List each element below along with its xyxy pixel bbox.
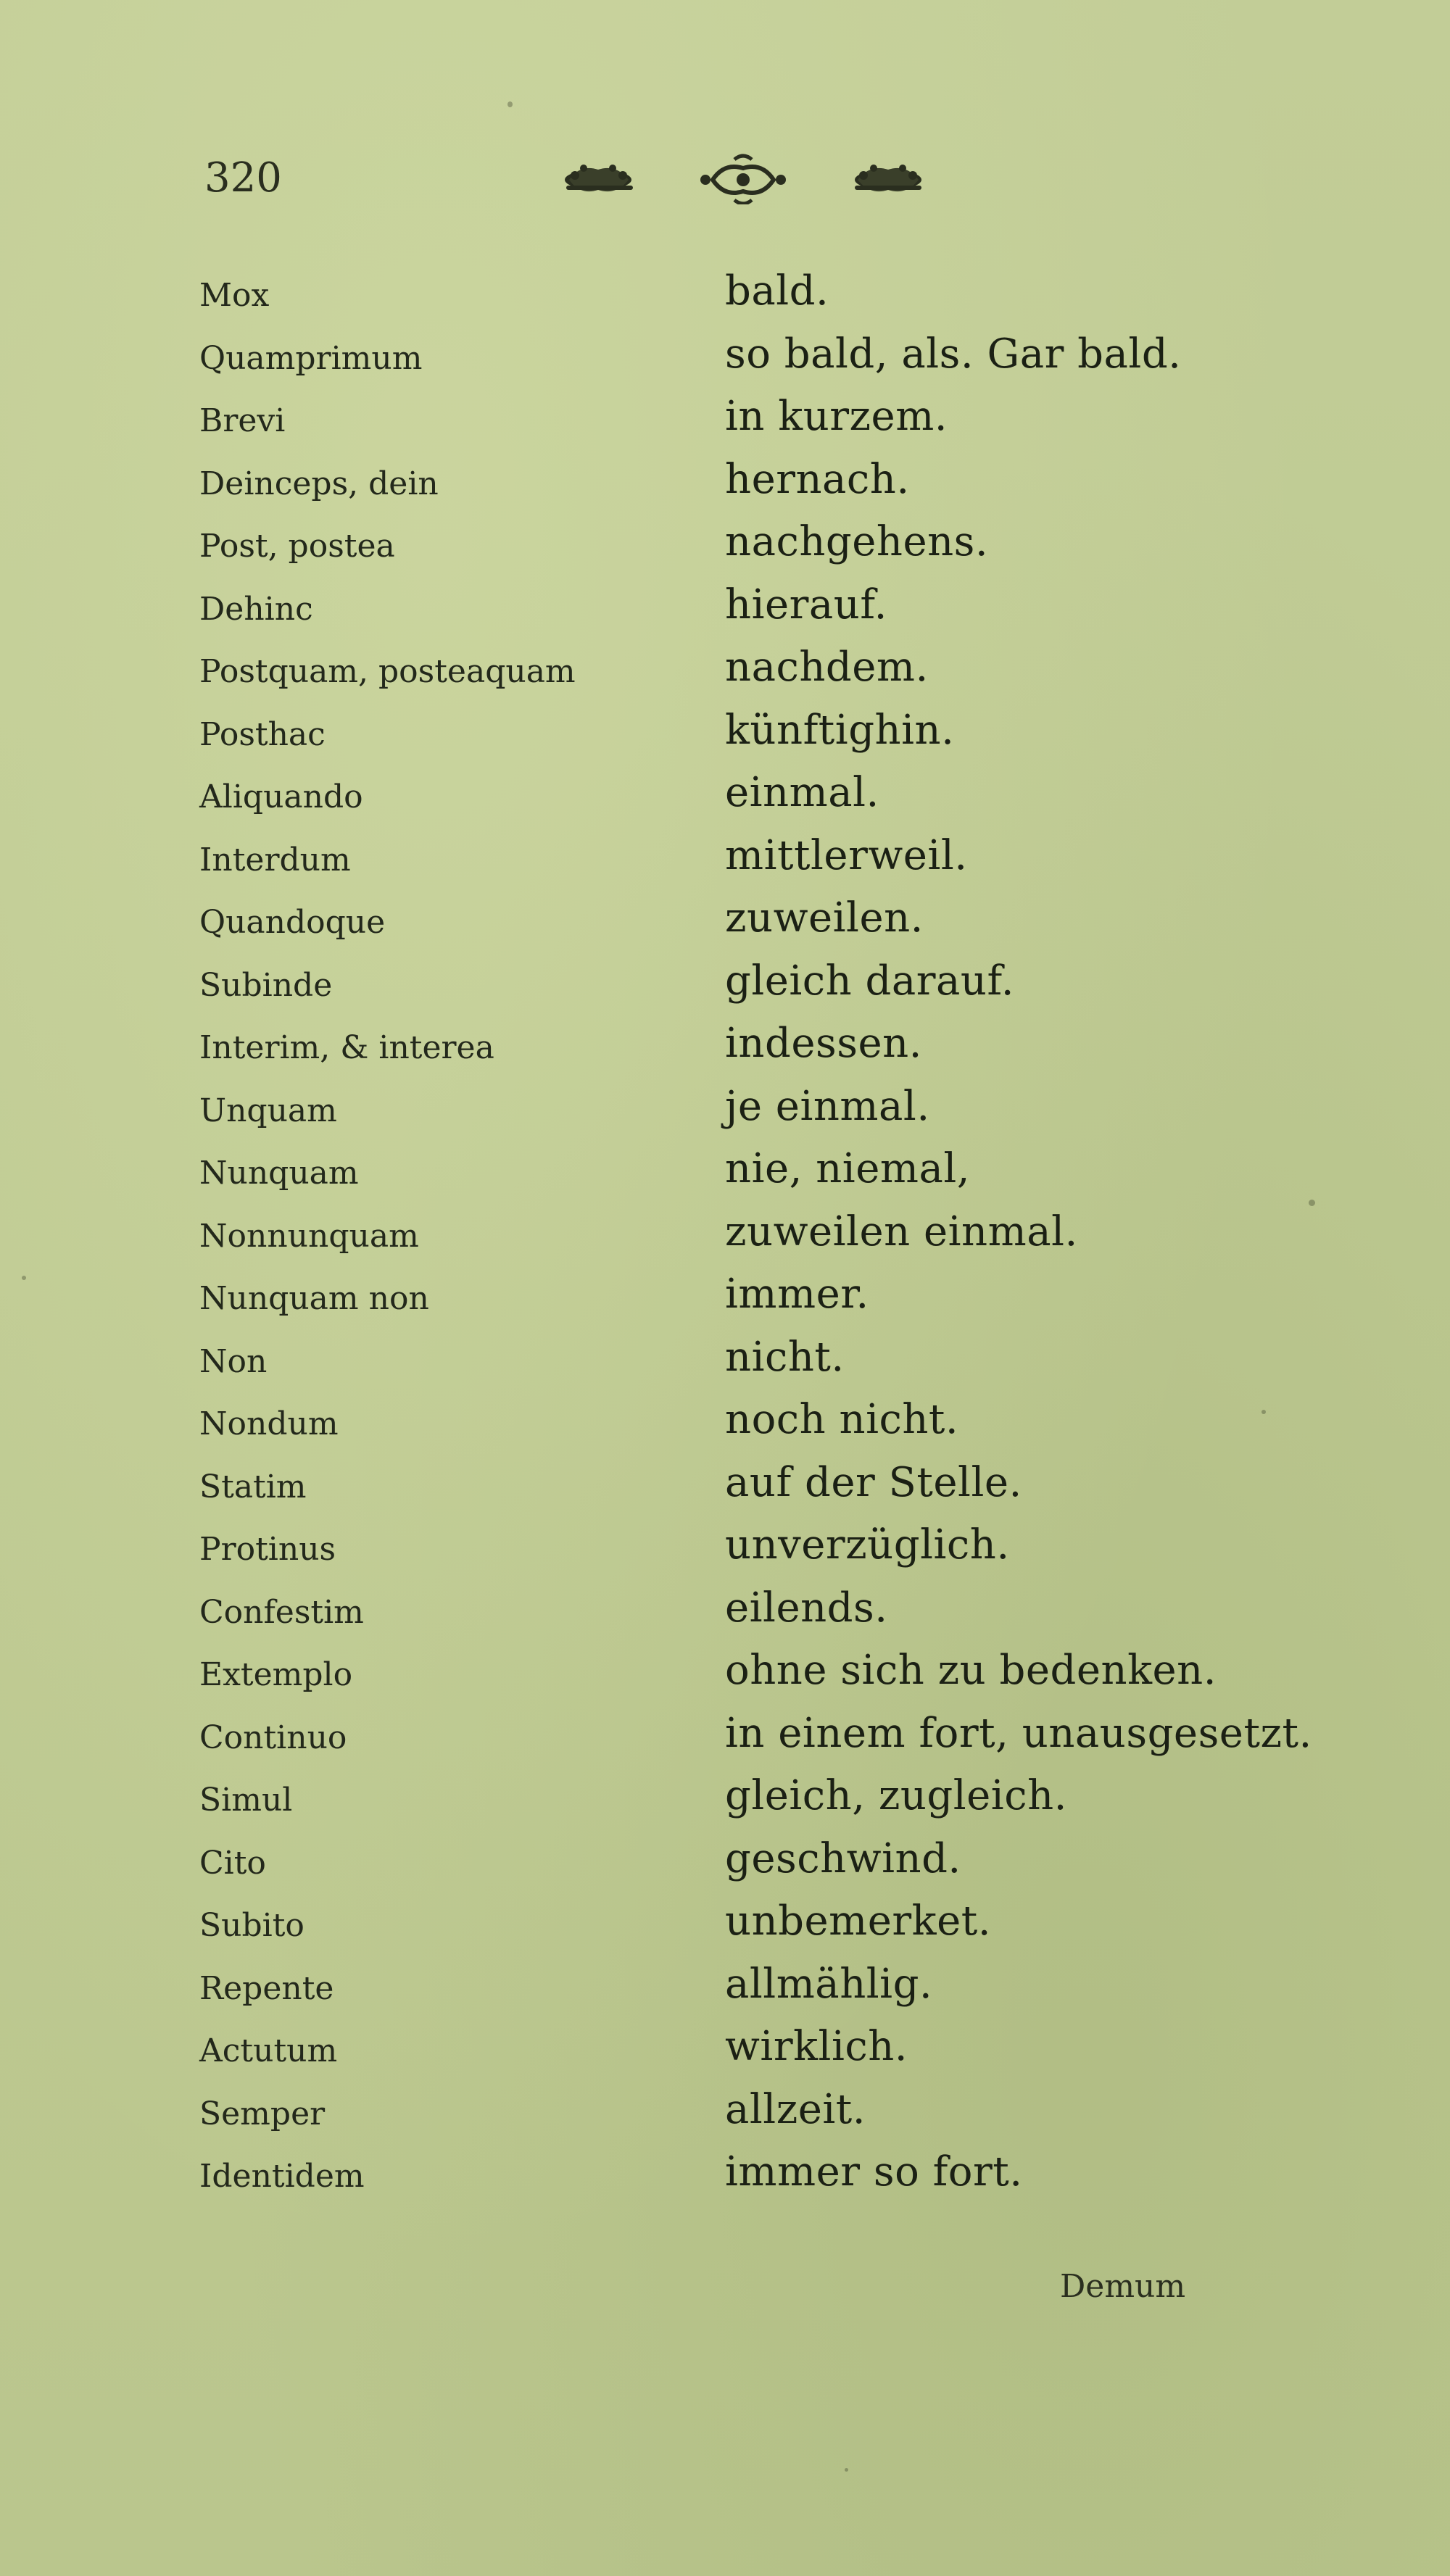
german-translation: indessen.: [725, 1020, 922, 1067]
glossary-row: [0, 1334, 1450, 1397]
german-translation: nachdem.: [725, 644, 929, 691]
latin-term: Interim, & interea: [199, 1029, 494, 1066]
latin-term: Nonnunquam: [199, 1218, 419, 1255]
german-translation: allmählig.: [725, 1961, 933, 2008]
glossary-row: [0, 2087, 1450, 2149]
paper-speck: [1262, 1410, 1266, 1414]
glossary-row: [0, 457, 1450, 519]
german-translation: hernach.: [725, 456, 910, 503]
german-translation: gleich, zugleich.: [725, 1772, 1067, 1819]
german-translation: nie, niemal,: [725, 1145, 971, 1192]
german-translation: nachgehens.: [725, 518, 989, 565]
german-translation: in einem fort, unausgesetzt.: [725, 1710, 1312, 1757]
german-translation: hierauf.: [725, 581, 887, 628]
latin-term: Repente: [199, 1970, 334, 2007]
printers-ornament-icon: [547, 154, 939, 204]
german-translation: nicht.: [725, 1334, 845, 1381]
glossary-row: [0, 1522, 1450, 1584]
glossary-row: [0, 1648, 1450, 1710]
latin-term: Quamprimum: [199, 340, 423, 377]
latin-term: Postquam, posteaquam: [199, 653, 576, 690]
glossary-row: [0, 895, 1450, 957]
glossary-row: [0, 1836, 1450, 1898]
latin-term: Nondum: [199, 1405, 339, 1442]
german-translation: unbemerket.: [725, 1898, 992, 1945]
glossary-row: [0, 1021, 1450, 1083]
latin-term: Nunquam non: [199, 1280, 429, 1317]
latin-term: Identidem: [199, 2158, 365, 2195]
latin-term: Aliquando: [199, 778, 363, 815]
latin-term: Semper: [199, 2095, 326, 2132]
latin-term: Continuo: [199, 1719, 347, 1756]
glossary-row: [0, 268, 1450, 331]
german-translation: immer.: [725, 1271, 869, 1318]
glossary-row: [0, 519, 1450, 581]
glossary-row: [0, 770, 1450, 832]
latin-term: Posthac: [199, 716, 326, 753]
glossary-row: [0, 1961, 1450, 2024]
german-translation: einmal.: [725, 769, 879, 816]
latin-term: Interdum: [199, 842, 351, 878]
german-translation: geschwind.: [725, 1835, 961, 1882]
latin-term: Confestim: [199, 1594, 364, 1631]
latin-term: Extemplo: [199, 1656, 353, 1693]
latin-term: Brevi: [199, 402, 286, 439]
glossary-row: [0, 394, 1450, 456]
glossary-row: [0, 833, 1450, 895]
latin-term: Actutum: [199, 2032, 338, 2069]
latin-term: Simul: [199, 1782, 293, 1819]
german-translation: in kurzem.: [725, 393, 948, 440]
latin-term: Subinde: [199, 967, 333, 1004]
glossary-row: [0, 1397, 1450, 1459]
catchword: Demum: [1060, 2268, 1186, 2305]
latin-term: Unquam: [199, 1092, 337, 1129]
glossary-row: [0, 1460, 1450, 1522]
glossary-row: [0, 2024, 1450, 2086]
german-translation: mittlerweil.: [725, 832, 968, 879]
german-translation: zuweilen einmal.: [725, 1208, 1078, 1255]
latin-term: Deinceps, dein: [199, 465, 439, 502]
german-translation: künftighin.: [725, 707, 955, 754]
glossary-row: [0, 1898, 1450, 1961]
glossary-row: [0, 2149, 1450, 2211]
latin-term: Dehinc: [199, 591, 313, 628]
german-translation: gleich darauf.: [725, 957, 1015, 1005]
glossary-row: [0, 1711, 1450, 1773]
german-translation: bald.: [725, 267, 829, 315]
glossary-row: [0, 1146, 1450, 1208]
latin-term: Non: [199, 1343, 268, 1380]
glossary-row: [0, 1271, 1450, 1334]
paper-speck: [508, 101, 513, 107]
glossary-row: [0, 644, 1450, 707]
german-translation: allzeit.: [725, 2086, 866, 2133]
german-translation: zuweilen.: [725, 894, 924, 942]
latin-term: Subito: [199, 1907, 304, 1944]
latin-term: Protinus: [199, 1531, 336, 1568]
latin-term: Quandoque: [199, 904, 386, 941]
german-translation: auf der Stelle.: [725, 1459, 1022, 1506]
latin-term: Cito: [199, 1845, 266, 1882]
paper-speck: [845, 2468, 848, 2472]
glossary-row: [0, 1084, 1450, 1146]
german-translation: eilends.: [725, 1584, 888, 1632]
glossary-row: [0, 1209, 1450, 1271]
german-translation: je einmal.: [725, 1083, 930, 1130]
latin-term: Nunquam: [199, 1155, 359, 1192]
latin-term: Mox: [199, 277, 270, 314]
glossary-row: [0, 707, 1450, 770]
paper-speck: [22, 1276, 26, 1280]
latin-term: Statim: [199, 1468, 307, 1505]
page-number: 320: [204, 154, 282, 201]
german-translation: so bald, als. Gar bald.: [725, 331, 1182, 378]
latin-term: Post, postea: [199, 528, 395, 565]
german-translation: ohne sich zu bedenken.: [725, 1647, 1217, 1694]
glossary-row: [0, 331, 1450, 394]
german-translation: noch nicht.: [725, 1396, 959, 1443]
paper-speck: [1309, 1200, 1315, 1206]
glossary-row: [0, 1773, 1450, 1835]
glossary-row: [0, 582, 1450, 644]
glossary-row: [0, 1585, 1450, 1648]
german-translation: immer so fort.: [725, 2148, 1023, 2195]
german-translation: unverzüglich.: [725, 1521, 1010, 1569]
glossary-row: [0, 958, 1450, 1021]
german-translation: wirklich.: [725, 2023, 908, 2070]
